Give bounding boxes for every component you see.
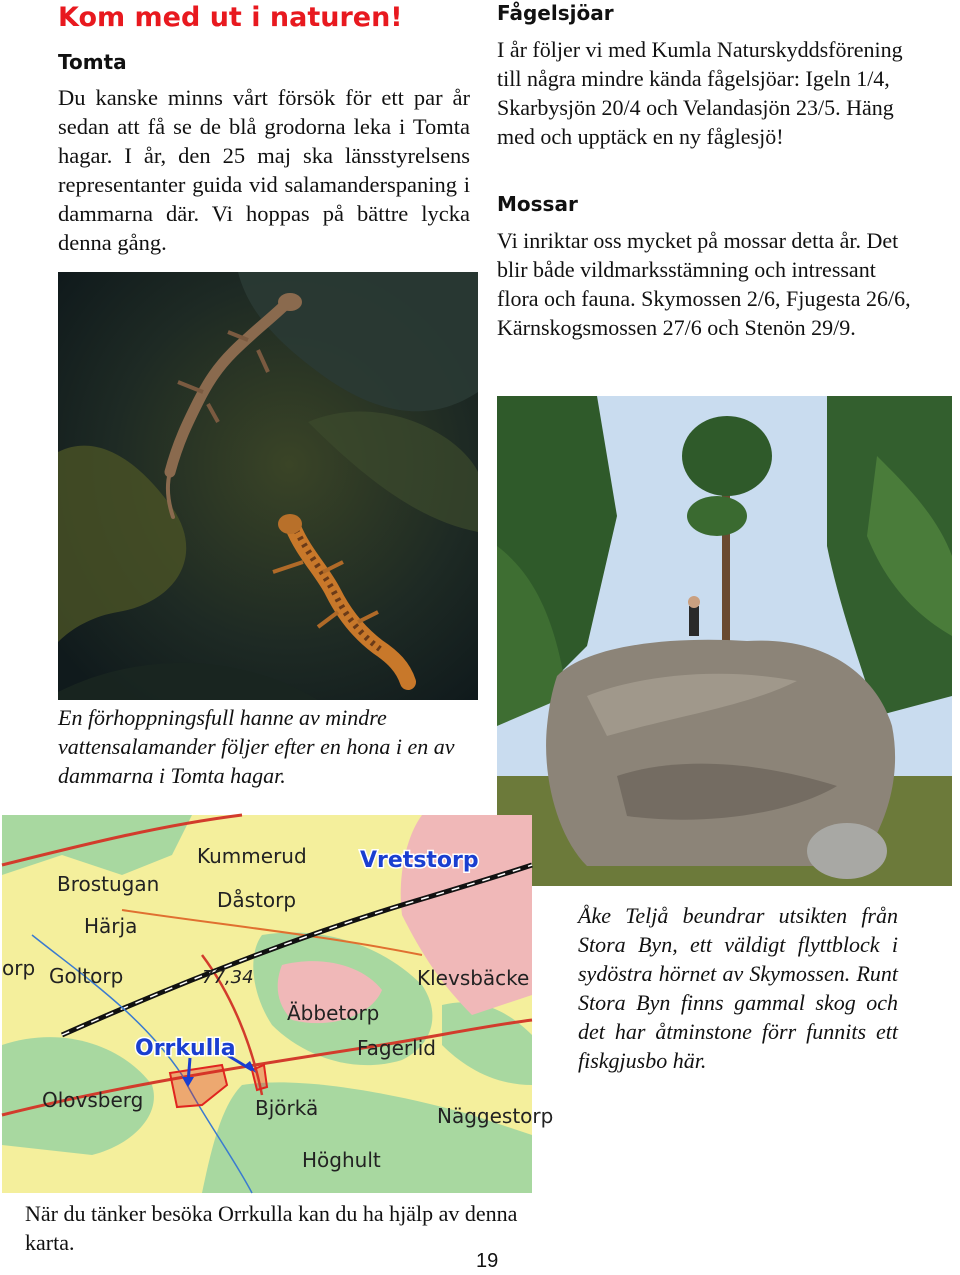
mossar-paragraph: Vi inriktar oss mycket på mossar detta år. Det blir både vildmarksstämning och intressant flora och fauna. Skymossen 2/6, Fjugesta 26/6, Kärnskogsmossen 27/6 och Stenön 29/9.: [497, 228, 911, 340]
map-label-vretstorp: Vretstorp: [360, 848, 479, 873]
page-number: 19: [476, 1250, 499, 1272]
map-label-abbetorp: Äbbetorp: [287, 1001, 380, 1025]
page-title: Kom med ut i naturen!: [58, 2, 403, 33]
map-label-dastorp: Dåstorp: [217, 888, 297, 912]
map-label-elevation: 77,34: [202, 967, 254, 988]
map-label-klevsbacke: Klevsbäcke: [417, 966, 530, 990]
map-caption: När du tänker besöka Orrkulla kan du ha hjälp av denna karta.: [25, 1201, 518, 1255]
map-label-brostugan: Brostugan: [57, 872, 160, 896]
map-label-kummerud: Kummerud: [197, 844, 307, 868]
tomta-paragraph: Du kanske minns vårt försök för ett par år sedan att få se de blå grodorna leka i Tomta hagar. I år, den 25 maj ska länsstyrelsens representanter guida vid salamanderspaning i dammarna där. Vi hoppas på bättre lycka denna gång.: [58, 85, 470, 255]
newt-caption: En förhoppningsfull hanne av mindre vattensalamander följer efter en hona i en av dammarna i Tomta hagar.: [58, 705, 455, 788]
map-label-orrkulla: Orrkulla: [135, 1036, 236, 1061]
map-label-goltorp: Goltorp: [49, 964, 124, 988]
map-label-hoghult: Höghult: [302, 1148, 381, 1172]
map-label-fagerlid: Fagerlid: [357, 1036, 436, 1060]
map-label-naggestorp: Näggestorp: [437, 1104, 554, 1128]
newt-photo: [58, 272, 478, 700]
tomta-heading: Tomta: [58, 50, 127, 74]
orrkulla-map: [2, 815, 554, 1193]
map-label-olovsberg: Olovsberg: [42, 1088, 144, 1112]
map-label-orp: orp: [2, 956, 36, 980]
boulder-caption: Åke Teljå beundrar utsikten från Stora Byn, ett väldigt flyttblock i sydöstra hörnet av Skymossen. Runt Stora Byn finns gammal skog och det har åtminstone förr funnits ett fiskgjusbo här.: [578, 903, 898, 1073]
boulder-photo: [497, 396, 952, 886]
mossar-heading: Mossar: [497, 192, 578, 216]
map-label-harja: Härja: [84, 914, 138, 938]
map-label-bjorka: Björkä: [255, 1096, 319, 1120]
fagelsjoar-heading: Fågelsjöar: [497, 1, 614, 25]
fagelsjoar-paragraph: I år följer vi med Kumla Naturskyddsförening till några mindre kända fågelsjöar: Igeln 1/4, Skarbysjön 20/4 och Velandasjön 23/5. Häng med och upptäck en ny fåglesjö!: [497, 37, 903, 149]
